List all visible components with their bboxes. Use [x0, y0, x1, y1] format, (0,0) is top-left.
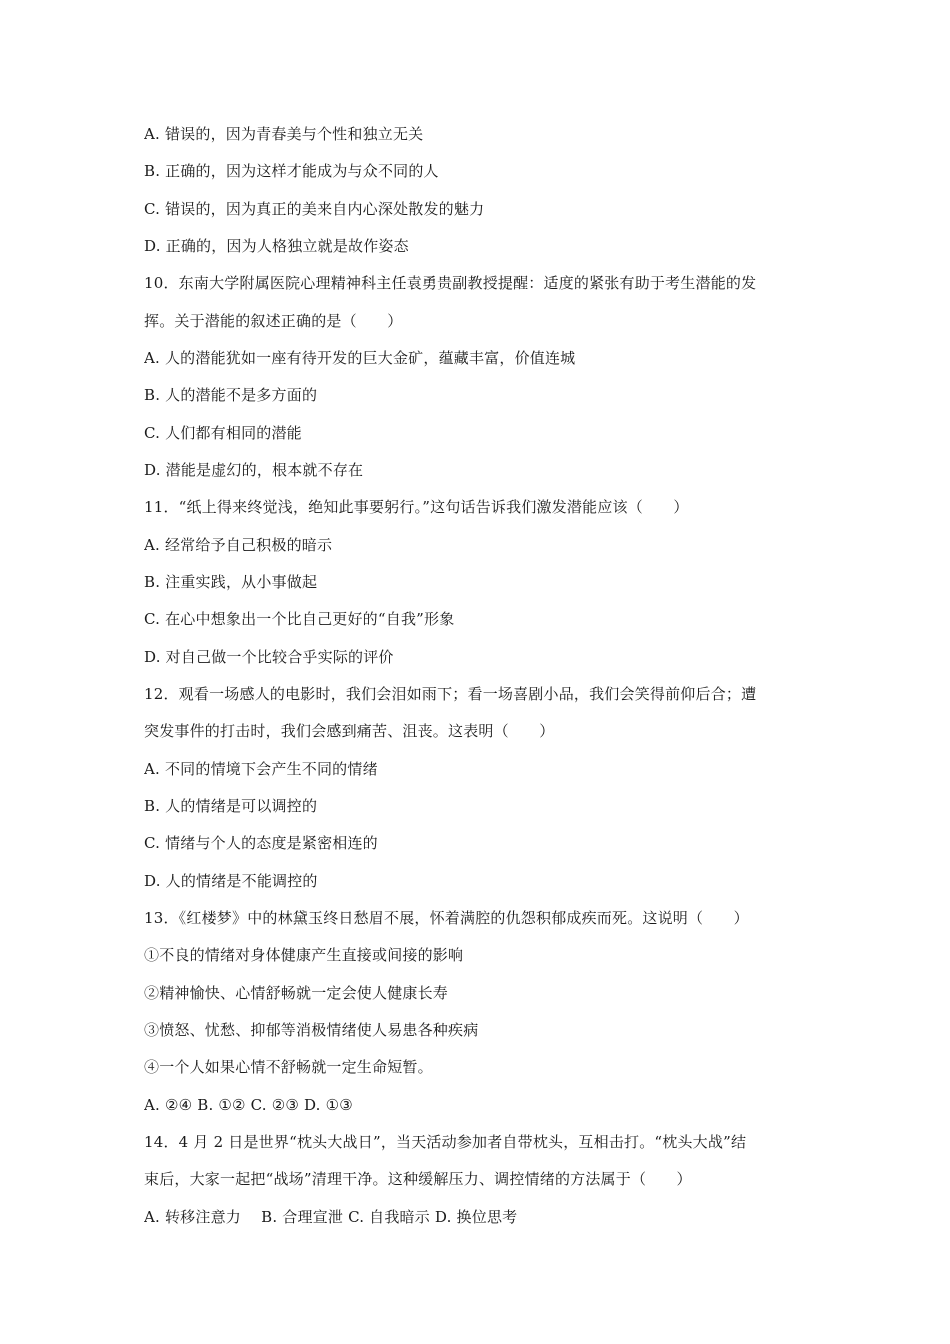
q9-option-d: D. 正确的，因为人格独立就是故作姿态 — [144, 237, 409, 255]
q12-option-b: B. 人的情绪是可以调控的 — [144, 797, 318, 815]
q10-option-b: B. 人的潜能不是多方面的 — [144, 386, 318, 404]
q9-option-c: C. 错误的，因为真正的美来自内心深处散发的魅力 — [144, 200, 485, 218]
q12-option-d: D. 人的情绪是不能调控的 — [144, 872, 318, 890]
q11-stem: 11．“纸上得来终觉浅，绝知此事要躬行。”这句话告诉我们激发潜能应该（ ） — [144, 498, 689, 516]
q9-option-b: B. 正确的，因为这样才能成为与众不同的人 — [144, 162, 439, 180]
q14-stem-line-1: 14．4 月 2 日是世界“枕头大战日”，当天活动参加者自带枕头，互相击打。“枕头大战”结 — [144, 1133, 747, 1151]
q14-stem-line-2: 束后，大家一起把“战场”清理干净。这种缓解压力、调控情绪的方法属于（ ） — [144, 1170, 692, 1188]
q11-option-d: D. 对自己做一个比较合乎实际的评价 — [144, 648, 394, 666]
q10-stem-line-2: 挥。关于潜能的叙述正确的是（ ） — [144, 312, 403, 330]
q12-stem-line-1: 12．观看一场感人的电影时，我们会泪如雨下；看一场喜剧小品，我们会笑得前仰后合；遭 — [144, 685, 757, 703]
q12-stem-line-2: 突发事件的打击时，我们会感到痛苦、沮丧。这表明（ ） — [144, 722, 555, 740]
q13-statement-2: ②精神愉快、心情舒畅就一定会使人健康长寿 — [144, 984, 449, 1002]
q10-option-d: D. 潜能是虚幻的，根本就不存在 — [144, 461, 364, 479]
q13-statement-1: ①不良的情绪对身体健康产生直接或间接的影响 — [144, 946, 464, 964]
q10-option-c: C. 人们都有相同的潜能 — [144, 424, 302, 442]
q12-option-c: C. 情绪与个人的态度是紧密相连的 — [144, 834, 378, 852]
q11-option-c: C. 在心中想象出一个比自己更好的“自我”形象 — [144, 610, 455, 628]
q10-stem-line-1: 10．东南大学附属医院心理精神科主任袁勇贵副教授提醒：适度的紧张有助于考生潜能的发 — [144, 274, 757, 292]
q11-option-a: A. 经常给予自己积极的暗示 — [144, 536, 333, 554]
q13-statement-4: ④一个人如果心情不舒畅就一定生命短暂。 — [144, 1058, 433, 1076]
q12-option-a: A. 不同的情境下会产生不同的情绪 — [144, 760, 378, 778]
q10-option-a: A. 人的潜能犹如一座有待开发的巨大金矿，蕴藏丰富，价值连城 — [144, 349, 576, 367]
q13-options: A. ②④ B. ①② C. ②③ D. ①③ — [144, 1096, 353, 1114]
q13-statement-3: ③愤怒、忧愁、抑郁等消极情绪使人易患各种疾病 — [144, 1021, 479, 1039]
q11-option-b: B. 注重实践，从小事做起 — [144, 573, 318, 591]
q14-options: A. 转移注意力 B. 合理宣泄 C. 自我暗示 D. 换位思考 — [144, 1208, 518, 1226]
q9-option-a: A. 错误的，因为青春美与个性和独立无关 — [144, 125, 424, 143]
q13-stem: 13．《红楼梦》中的林黛玉终日愁眉不展，怀着满腔的仇怨积郁成疾而死。这说明（ ） — [144, 909, 749, 927]
